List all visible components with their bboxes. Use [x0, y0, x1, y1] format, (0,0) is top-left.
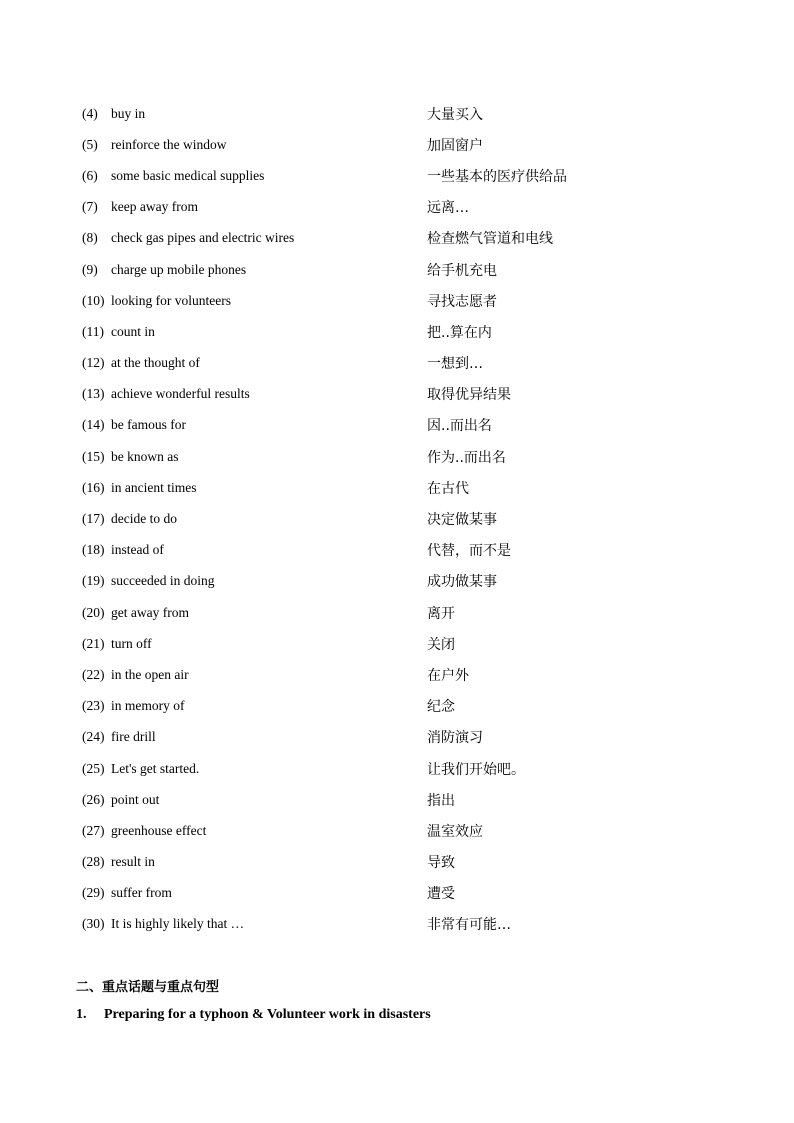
phrase-chinese: 代替，而不是 — [427, 543, 511, 560]
phrase-english: reinforce the window — [111, 136, 227, 152]
phrase-row — [82, 659, 722, 690]
phrase-english: greenhouse effect — [111, 822, 207, 838]
section-heading: 二、重点话题与重点句型 — [76, 980, 220, 995]
phrase-english-group — [82, 480, 427, 496]
phrase-english-group — [82, 262, 427, 278]
phrase-english-group — [82, 636, 427, 652]
phrase-row — [82, 722, 722, 753]
phrase-english: get away from — [111, 604, 189, 620]
phrase-row — [82, 160, 722, 191]
phrase-chinese: 消防演习 — [427, 730, 483, 747]
phrase-number: (15) — [82, 448, 105, 464]
phrase-english-group — [82, 823, 427, 839]
phrase-row — [82, 815, 722, 846]
phrase-chinese: 温室效应 — [427, 823, 483, 840]
phrase-number: (29) — [82, 885, 105, 901]
phrase-english: be famous for — [111, 417, 186, 433]
phrase-english-group — [82, 324, 427, 340]
phrase-english: achieve wonderful results — [111, 386, 250, 402]
phrase-chinese: 导致 — [427, 855, 455, 872]
phrase-row — [82, 348, 722, 379]
phrase-english-group — [82, 667, 427, 683]
phrase-english-group — [82, 542, 427, 558]
phrase-number: (11) — [82, 323, 104, 339]
phrase-english: turn off — [111, 635, 152, 651]
phrase-chinese: 给手机充电 — [427, 262, 497, 279]
phrase-english-group — [82, 916, 427, 932]
phrase-chinese: 远离… — [427, 200, 469, 217]
phrase-english: fire drill — [111, 729, 156, 745]
phrase-row — [82, 597, 722, 628]
phrase-chinese: 因..而出名 — [427, 418, 492, 435]
phrase-english: It is highly likely that … — [111, 916, 245, 932]
phrase-chinese: 遭受 — [427, 886, 455, 903]
subsection-title: Preparing for a typhoon & Volunteer work in disasters — [104, 1007, 431, 1022]
phrase-number: (7) — [82, 199, 98, 215]
phrase-chinese: 把..算在内 — [427, 324, 492, 341]
phrase-english: at the thought of — [111, 355, 200, 371]
phrase-row — [82, 410, 722, 441]
phrase-row — [82, 379, 722, 410]
phrase-english-group — [82, 168, 427, 184]
phrase-list — [82, 98, 722, 940]
phrase-row — [82, 909, 722, 940]
phrase-chinese: 指出 — [427, 792, 455, 809]
phrase-english: decide to do — [111, 511, 177, 527]
phrase-chinese: 决定做某事 — [427, 512, 497, 529]
phrase-english: buy in — [111, 105, 146, 121]
phrase-chinese: 让我们开始吧。 — [427, 761, 525, 778]
phrase-row — [82, 285, 722, 316]
phrase-number: (22) — [82, 666, 105, 682]
phrase-english: some basic medical supplies — [111, 167, 265, 183]
subsection-number: 1. — [76, 1007, 87, 1022]
phrase-chinese: 大量买入 — [427, 106, 483, 123]
phrase-english-group — [82, 792, 427, 808]
phrase-chinese: 取得优异结果 — [427, 387, 511, 404]
subsection-heading — [76, 1007, 431, 1023]
phrase-number: (5) — [82, 136, 98, 152]
phrase-number: (16) — [82, 479, 105, 495]
phrase-row — [82, 472, 722, 503]
phrase-chinese: 成功做某事 — [427, 574, 497, 591]
phrase-english-group — [82, 417, 427, 433]
phrase-number: (4) — [82, 105, 98, 121]
phrase-english: result in — [111, 854, 155, 870]
phrase-row — [82, 535, 722, 566]
phrase-row — [82, 691, 722, 722]
phrase-number: (14) — [82, 417, 105, 433]
phrase-chinese: 寻找志愿者 — [427, 293, 497, 310]
phrase-english: Let's get started. — [111, 760, 200, 776]
phrase-number: (13) — [82, 386, 105, 402]
phrase-english: looking for volunteers — [111, 292, 231, 308]
phrase-chinese: 纪念 — [427, 699, 455, 716]
phrase-row — [82, 441, 722, 472]
phrase-english-group — [82, 698, 427, 714]
phrase-number: (25) — [82, 760, 105, 776]
phrase-english-group — [82, 293, 427, 309]
phrase-row — [82, 566, 722, 597]
phrase-english-group — [82, 137, 427, 153]
phrase-row — [82, 753, 722, 784]
phrase-english-group — [82, 573, 427, 589]
phrase-number: (6) — [82, 167, 98, 183]
phrase-english: in memory of — [111, 698, 185, 714]
phrase-english-group — [82, 854, 427, 870]
phrase-english: be known as — [111, 448, 179, 464]
phrase-number: (20) — [82, 604, 105, 620]
phrase-row — [82, 98, 722, 129]
phrase-row — [82, 847, 722, 878]
phrase-row — [82, 192, 722, 223]
phrase-number: (26) — [82, 791, 105, 807]
phrase-number: (9) — [82, 261, 98, 277]
phrase-english-group — [82, 106, 427, 122]
phrase-number: (30) — [82, 916, 105, 932]
phrase-english-group — [82, 230, 427, 246]
phrase-chinese: 在古代 — [427, 480, 469, 497]
phrase-english-group — [82, 729, 427, 745]
phrase-english: keep away from — [111, 199, 198, 215]
phrase-chinese: 一想到… — [427, 356, 483, 373]
phrase-english-group — [82, 386, 427, 402]
phrase-chinese: 一些基本的医疗供给品 — [427, 168, 567, 185]
phrase-chinese: 作为..而出名 — [427, 449, 506, 466]
phrase-number: (19) — [82, 573, 105, 589]
phrase-english-group — [82, 605, 427, 621]
phrase-english: suffer from — [111, 885, 172, 901]
phrase-english: succeeded in doing — [111, 573, 215, 589]
phrase-english: check gas pipes and electric wires — [111, 230, 295, 246]
phrase-row — [82, 503, 722, 534]
phrase-row — [82, 254, 722, 285]
phrase-english: charge up mobile phones — [111, 261, 247, 277]
phrase-english-group — [82, 511, 427, 527]
phrase-row — [82, 628, 722, 659]
phrase-number: (12) — [82, 355, 105, 371]
phrase-english: point out — [111, 791, 160, 807]
phrase-chinese: 加固窗户 — [427, 137, 483, 154]
phrase-english-group — [82, 199, 427, 215]
phrase-number: (8) — [82, 230, 98, 246]
phrase-number: (21) — [82, 635, 105, 651]
phrase-number: (23) — [82, 698, 105, 714]
phrase-row — [82, 878, 722, 909]
phrase-number: (28) — [82, 854, 105, 870]
phrase-chinese: 在户外 — [427, 667, 469, 684]
phrase-number: (18) — [82, 542, 105, 558]
phrase-row — [82, 223, 722, 254]
phrase-chinese: 非常有可能… — [427, 917, 511, 934]
phrase-row — [82, 129, 722, 160]
phrase-english-group — [82, 449, 427, 465]
phrase-english-group — [82, 885, 427, 901]
phrase-number: (17) — [82, 511, 105, 527]
phrase-row — [82, 316, 722, 347]
phrase-number: (10) — [82, 292, 105, 308]
phrase-number: (24) — [82, 729, 105, 745]
phrase-row — [82, 784, 722, 815]
phrase-english: in the open air — [111, 666, 189, 682]
phrase-english: instead of — [111, 542, 164, 558]
phrase-chinese: 关闭 — [427, 636, 455, 653]
phrase-chinese: 离开 — [427, 605, 455, 622]
phrase-english: in ancient times — [111, 479, 197, 495]
phrase-chinese: 检查燃气管道和电线 — [427, 231, 553, 248]
phrase-english: count in — [111, 323, 155, 339]
phrase-english-group — [82, 761, 427, 777]
phrase-number: (27) — [82, 822, 105, 838]
phrase-english-group — [82, 355, 427, 371]
